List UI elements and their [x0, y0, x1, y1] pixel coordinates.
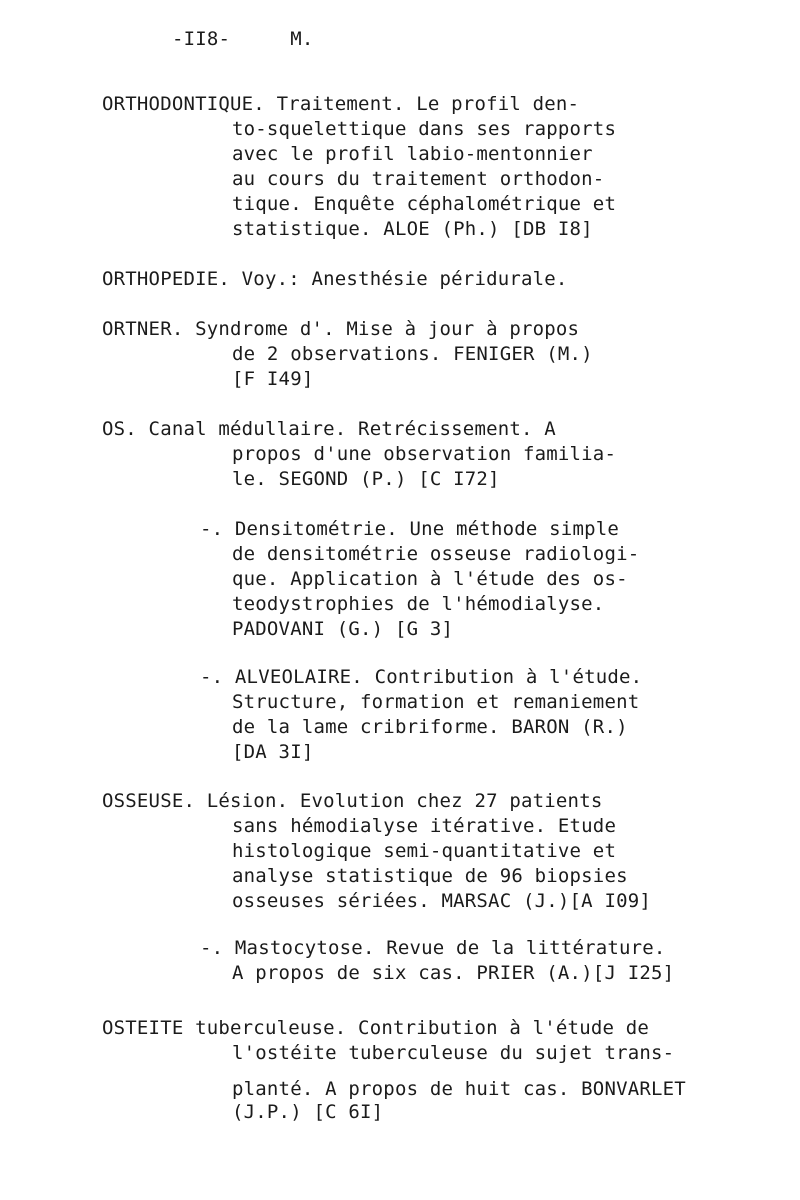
entry-line: de la lame cribriforme. BARON (R.)	[232, 716, 628, 738]
entry-line: au cours du traitement orthodon-	[232, 168, 605, 190]
page-header	[172, 28, 313, 50]
entry-line: avec le profil labio-mentonnier	[232, 143, 593, 165]
entry-line: Structure, formation et remaniement	[232, 691, 640, 713]
entry-line: analyse statistique de 96 biopsies	[232, 865, 628, 887]
entry-line: propos d'une observation familia-	[232, 443, 617, 465]
entry-line: -. ALVEOLAIRE. Contribution à l'étude.	[200, 666, 643, 688]
entry-line: ORTHOPEDIE. Voy.: Anesthésie péridurale.	[102, 268, 568, 290]
entry-line: osseuses sériées. MARSAC (J.)[A I09]	[232, 890, 652, 912]
entry-line: de densitométrie osseuse radiologi-	[232, 543, 640, 565]
entry-line: statistique. ALOE (Ph.) [DB I8]	[232, 218, 593, 240]
entry-line: tique. Enquête céphalométrique et	[232, 193, 617, 215]
entry-line: que. Application à l'étude des os-	[232, 568, 628, 590]
entry-line: l'ostéite tuberculeuse du sujet trans-	[232, 1042, 675, 1064]
entry-line: le. SEGOND (P.) [C I72]	[232, 468, 500, 490]
entry-line: sans hémodialyse itérative. Etude	[232, 815, 617, 837]
entry-line: histologique semi-quantitative et	[232, 840, 617, 862]
entry-line: OSTEITE tuberculeuse. Contribution à l'étude de	[102, 1017, 650, 1039]
entry-line: ORTNER. Syndrome d'. Mise à jour à propos	[102, 318, 580, 340]
entry-line: OSSEUSE. Lésion. Evolution chez 27 patients	[102, 790, 603, 812]
entry-line: to-squelettique dans ses rapports	[232, 118, 617, 140]
entry-line: [F I49]	[232, 368, 314, 390]
entry-line: -. Densitométrie. Une méthode simple	[200, 518, 620, 540]
entry-line: de 2 observations. FENIGER (M.)	[232, 343, 593, 365]
entry-line: teodystrophies de l'hémodialyse.	[232, 593, 605, 615]
entry-line: planté. A propos de huit cas. BONVARLET	[232, 1078, 686, 1100]
entry-line: -. Mastocytose. Revue de la littérature.	[200, 937, 666, 959]
entry-line: OS. Canal médullaire. Retrécissement. A	[102, 418, 556, 440]
section-letter: M.	[290, 28, 314, 50]
entry-line: (J.P.) [C 6I]	[232, 1101, 384, 1123]
page-number: -II8-	[172, 28, 231, 50]
entry-line: A propos de six cas. PRIER (A.)[J I25]	[232, 962, 675, 984]
entry-line: ORTHODONTIQUE. Traitement. Le profil den-	[102, 93, 580, 115]
entry-line: PADOVANI (G.) [G 3]	[232, 618, 454, 640]
entry-line: [DA 3I]	[232, 741, 314, 763]
